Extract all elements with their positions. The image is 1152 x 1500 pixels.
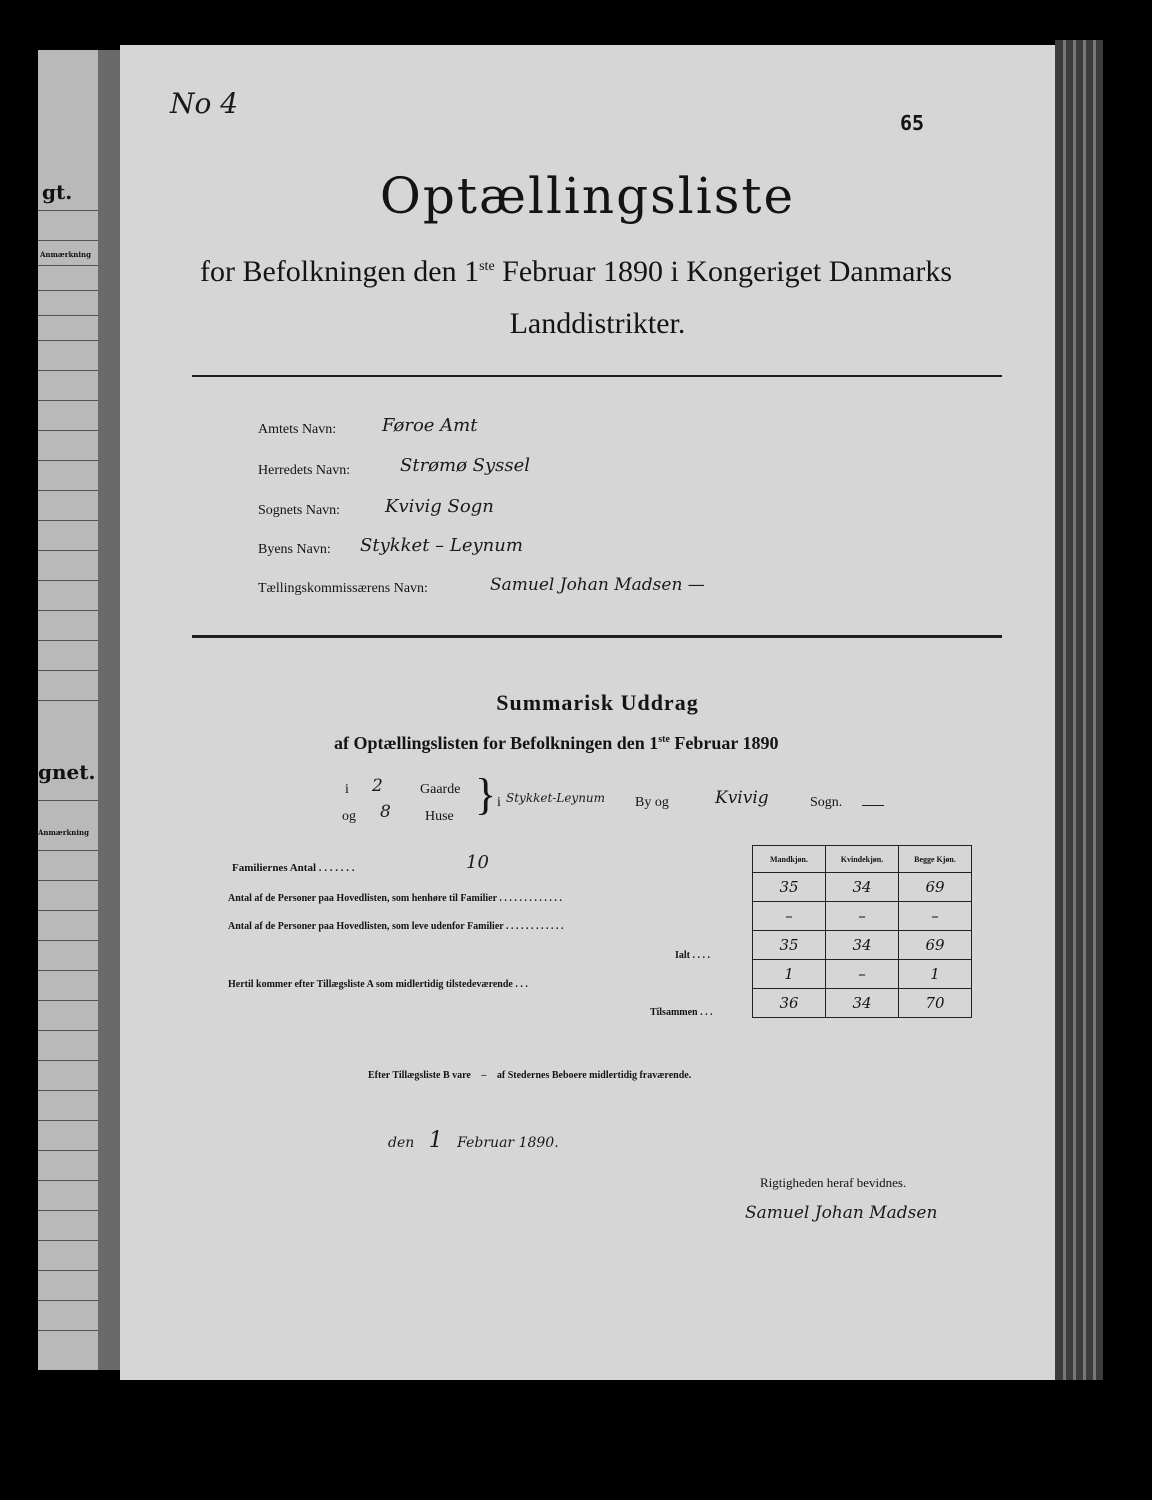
table-row bbox=[753, 989, 972, 1018]
list-number: No 4 bbox=[170, 87, 239, 120]
page-number: 65 bbox=[900, 111, 925, 135]
cell-female: – bbox=[826, 902, 899, 931]
huse-count: 8 bbox=[380, 802, 391, 822]
cell-female: 34 bbox=[826, 931, 899, 960]
subtitle-line-1: for Befolkningen den 1ste Februar 1890 i Kongeriget Danmarks bbox=[200, 255, 953, 288]
cell-female: 34 bbox=[826, 873, 899, 902]
summary-subheading: af Optællingslisten for Befolkningen den 1ste Februar 1890 bbox=[334, 733, 779, 753]
field-by-value: Stykket – Leynum bbox=[360, 535, 523, 556]
cell-female: – bbox=[826, 960, 899, 989]
huse-label: Huse bbox=[425, 809, 454, 824]
i-label: i bbox=[345, 782, 349, 797]
sogn-value: Kvivig bbox=[715, 788, 769, 808]
table-row bbox=[753, 902, 972, 931]
header-male: Mandkjøn. bbox=[753, 846, 826, 873]
by-label: By og bbox=[635, 795, 669, 810]
margin-word-bottom: gnet. bbox=[38, 760, 96, 784]
cell-male: 35 bbox=[753, 931, 826, 960]
cell-male: 36 bbox=[753, 989, 826, 1018]
by-value: Stykket-Leynum bbox=[506, 791, 606, 805]
signature: Samuel Johan Madsen bbox=[745, 1203, 938, 1223]
brace: } bbox=[475, 770, 497, 819]
margin-note-top: Anmærkning bbox=[40, 250, 92, 259]
cell-male: 35 bbox=[753, 873, 826, 902]
field-herred-value: Strømø Syssel bbox=[400, 455, 531, 476]
row-outside-families-label: Antal af de Personer paa Hovedlisten, som leve udenfor Familier . . . . . . . . . . . . bbox=[228, 921, 564, 932]
field-amt-label: Amtets Navn: bbox=[258, 422, 337, 437]
families-label: Familiernes Antal . . . . . . . bbox=[232, 862, 355, 874]
cell-both: 69 bbox=[899, 873, 972, 902]
cell-both: 1 bbox=[899, 960, 972, 989]
margin-word-top: gt. bbox=[42, 180, 73, 204]
subtitle-line-2: Landdistrikter. bbox=[509, 307, 686, 340]
table-row bbox=[753, 873, 972, 902]
families-value: 10 bbox=[466, 852, 489, 873]
sogn-label: Sogn. bbox=[810, 795, 843, 810]
cell-male: 1 bbox=[753, 960, 826, 989]
date-line: den 1 Februar 1890. bbox=[388, 1128, 559, 1153]
cell-both: 69 bbox=[899, 931, 972, 960]
table-row bbox=[753, 931, 972, 960]
field-amt-value: Føroe Amt bbox=[382, 415, 478, 436]
field-kommissaer-value: Samuel Johan Madsen — bbox=[490, 575, 705, 595]
divider-top bbox=[192, 375, 1002, 377]
gaarde-label: Gaarde bbox=[420, 782, 461, 797]
cell-both: 70 bbox=[899, 989, 972, 1018]
brace-i: i bbox=[497, 795, 501, 810]
field-kommissaer-label: Tællingskommissærens Navn: bbox=[258, 581, 428, 596]
header-female: Kvindekjøn. bbox=[826, 846, 899, 873]
field-sogn-label: Sognets Navn: bbox=[258, 503, 341, 518]
previous-page-edge bbox=[38, 50, 120, 1370]
supplement-b-line: Efter Tillægsliste B vare – af Stedernes Beboere midlertidig fraværende. bbox=[368, 1070, 692, 1081]
field-by-label: Byens Navn: bbox=[258, 542, 331, 557]
page-title: Optællingsliste bbox=[379, 167, 796, 225]
field-herred-label: Herredets Navn: bbox=[258, 463, 351, 478]
field-sogn-value: Kvivig Sogn bbox=[385, 496, 494, 517]
og-label: og bbox=[342, 809, 356, 824]
row-in-families-label: Antal af de Personer paa Hovedlisten, som henhøre til Familier . . . . . . . . . . . . . bbox=[228, 893, 562, 904]
gaarde-count: 2 bbox=[372, 776, 383, 796]
divider-middle bbox=[192, 635, 1002, 638]
margin-note-bottom: Anmærkning bbox=[38, 828, 90, 837]
cell-both: – bbox=[899, 902, 972, 931]
row-grand-total-label: Tilsammen . . . bbox=[650, 1007, 713, 1018]
summary-heading: Summarisk Uddrag bbox=[496, 690, 699, 715]
attestation: Rigtigheden heraf bevidnes. bbox=[760, 1175, 907, 1190]
row-total-label: Ialt . . . . bbox=[675, 950, 710, 961]
cell-male: – bbox=[753, 902, 826, 931]
table-row bbox=[753, 960, 972, 989]
cell-female: 34 bbox=[826, 989, 899, 1018]
census-page bbox=[120, 45, 1055, 1380]
row-temporary-label: Hertil kommer efter Tillægsliste A som midlertidig tilstedeværende . . . bbox=[228, 979, 528, 990]
summary-table bbox=[752, 845, 972, 1018]
header-both: Begge Kjøn. bbox=[899, 846, 972, 873]
